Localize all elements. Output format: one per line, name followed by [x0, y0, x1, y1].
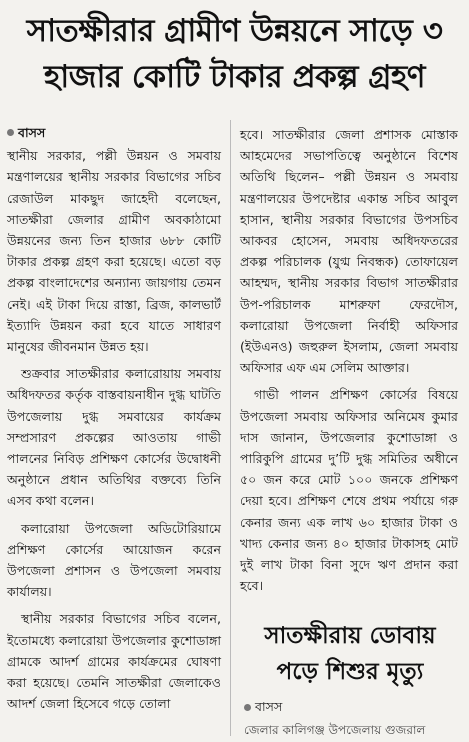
article-left-column: [7, 122, 221, 714]
second-article-byline: [244, 699, 282, 719]
article-right-column: [240, 124, 458, 596]
paragraph: গাভী পালন প্রশিক্ষণ কোর্সের বিষয়ে উপজেলা সমবায় অফিসার অনিমেষ কুমার দাস জানান, উপজেলার কুশোডাঙ্গা ও পারিকুপি গ্রামের দু’টি দুগ্ধ সমিতির অধীনে ৫০ জন করে মোট ১০০ জনকে প্রশিক্ষণ দেয়া হবে। প্রশিক্ষণ শেষে প্রথম পর্যায়ে গরু কেনার জন্য এক লাখ ৬০ হাজার টাকা ও খাদ্য কেনার জন্য ৪০ হাজার টাকাসহ মোট দুই লাখ টাকা বিনা সুদে ঋণ প্রদান করা হবে।: [240, 387, 458, 594]
byline: [7, 122, 221, 143]
byline-text: বাসস: [18, 125, 46, 140]
paragraph: হবে। সাতক্ষীরার জেলা প্রশাসক মোস্তাক আহমেদের সভাপতিত্বে অনুষ্ঠানে বিশেষ অতিথি ছিলেন– পল্লী উন্নয়ন ও সমবায় মন্ত্রণালয়ের উপদেষ্টার একান্ত সচিব আবুল হাসান, স্থানীয় সরকার বিভাগের উপসচিব আকবর হোসেন, সমবায় অধিদফতরের প্রকল্প পরিচালক (যুগ্ম নিবন্ধক) তোফায়েল আহম্মদ, স্থানীয় সরকার বিভাগ সাতক্ষীরার উপ-পরিচালক মাশরুফা ফেরদৌস, কলারোয়া উপজেলা নির্বাহী অফিসার (ইউএনও) জহুরুল ইসলাম, জেলা সমবায় অফিসার এফ এম সেলিম আক্তার।: [240, 127, 458, 376]
bullet-icon: [7, 129, 14, 136]
paragraph: স্থানীয় সরকার, পল্লী উন্নয়ন ও সমবায় মন্ত্রণালয়ের স্থানীয় সরকার বিভাগের সচিব রেজাউল মাকছুদ জাহেদী বলেছেন, সাতক্ষীরা জেলার গ্রামীণ অবকাঠামো উন্নয়নের জন্য তিন হাজার ৬৮৮ কোটি টাকার প্রকল্প গ্রহণ করা হয়েছে। এতো বড় প্রকল্প বাংলাদেশের অন্যান্য জায়গায় তেমন নেই। এই টাকা দিয়ে রাস্তা, ব্রিজ, কালভার্ট ইত্যাদি উন্নয়ন করা হবে যাতে সাধারণ মানুষের জীবনমান উন্নত হয়।: [7, 148, 221, 355]
second-article-headline: সাতক্ষীরায় ডোবায় পড়ে শিশুর মৃত্যু: [264, 623, 436, 685]
column-divider: [230, 120, 231, 736]
headline: সাতক্ষীরার গ্রামীণ উন্নয়নে সাড়ে ৩ হাজার কোটি টাকার প্রকল্প গ্রহণ: [26, 13, 443, 95]
paragraph: কলারোয়া উপজেলা অডিটোরিয়ামে প্রশিক্ষণ কোর্সের আয়োজন করেন উপজেলা প্রশাসন ও উপজেলা সমবায় কার্যালয়।: [7, 520, 221, 600]
bullet-icon: [244, 704, 251, 711]
second-article-first-line: জেলার কালিগঞ্জ উপজেলায় গুজরাল: [244, 723, 426, 737]
byline-text: বাসস: [255, 699, 283, 714]
paragraph: স্থানীয় সরকার বিভাগের সচিব বলেন, ইতোমধ্যে কলারোয়া উপজেলার কুশোডাঙ্গা গ্রামকে আদর্শ গ্রামের কার্যক্রমের ঘোষণা করা হয়েছে। তেমনি সাতক্ষীরা জেলাকেও আদর্শ জেলা হিসেবে গড়ে তোলা: [7, 611, 221, 712]
paragraph: শুক্রবার সাতক্ষীরার কলারোয়ায় সমবায় অধিদফতর কর্তৃক বাস্তবায়নাধীন দুগ্ধ ঘাটতি উপজেলায় দুগ্ধ সমবায়ের কার্যক্রম সম্প্রসারণ প্রকল্পের আওতায় গাভী পালনের নিবিড় প্রশিক্ষণ কোর্সের উদ্বোধনী অনুষ্ঠানে প্রধান অতিথির বক্তব্যে তিনি এসব কথা বলেন।: [7, 366, 221, 509]
